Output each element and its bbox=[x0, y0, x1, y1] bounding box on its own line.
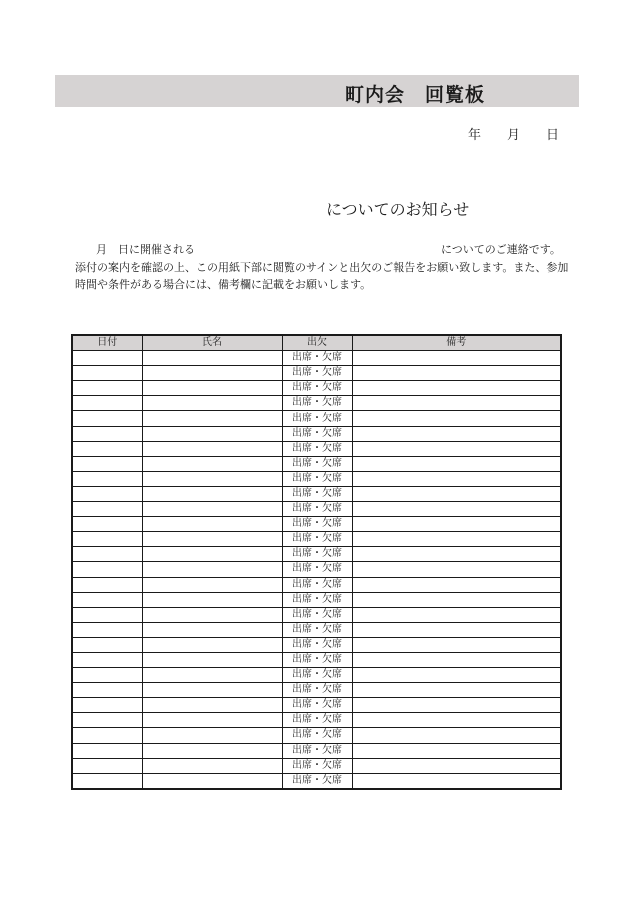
name-cell[interactable] bbox=[142, 728, 282, 743]
remarks-cell[interactable] bbox=[352, 456, 561, 471]
remarks-cell[interactable] bbox=[352, 471, 561, 486]
date-day-label: 日 bbox=[546, 128, 560, 143]
table-row bbox=[72, 622, 561, 637]
attendance-cell[interactable]: 出席・欠席 bbox=[282, 502, 352, 517]
date-cell[interactable] bbox=[72, 577, 142, 592]
attendance-cell[interactable]: 出席・欠席 bbox=[282, 471, 352, 486]
table-header-row bbox=[72, 335, 561, 351]
name-cell[interactable] bbox=[142, 607, 282, 622]
name-cell[interactable] bbox=[142, 411, 282, 426]
date-cell[interactable] bbox=[72, 502, 142, 517]
name-cell[interactable] bbox=[142, 652, 282, 667]
date-cell[interactable] bbox=[72, 381, 142, 396]
attendance-cell[interactable]: 出席・欠席 bbox=[282, 426, 352, 441]
attendance-cell[interactable]: 出席・欠席 bbox=[282, 456, 352, 471]
name-cell[interactable] bbox=[142, 471, 282, 486]
table-row bbox=[72, 607, 561, 622]
date-cell[interactable] bbox=[72, 366, 142, 381]
remarks-cell[interactable] bbox=[352, 441, 561, 456]
date-cell[interactable] bbox=[72, 456, 142, 471]
attendance-cell[interactable]: 出席・欠席 bbox=[282, 441, 352, 456]
table-row bbox=[72, 456, 561, 471]
table-row bbox=[72, 668, 561, 683]
remarks-cell[interactable] bbox=[352, 652, 561, 667]
page-title: 町内会 回覧板 bbox=[345, 84, 486, 106]
date-cell[interactable] bbox=[72, 486, 142, 501]
name-cell[interactable] bbox=[142, 351, 282, 366]
table-row bbox=[72, 773, 561, 789]
remarks-cell[interactable] bbox=[352, 577, 561, 592]
date-cell[interactable] bbox=[72, 411, 142, 426]
date-cell[interactable] bbox=[72, 547, 142, 562]
name-cell[interactable] bbox=[142, 366, 282, 381]
remarks-cell[interactable] bbox=[352, 411, 561, 426]
table-row bbox=[72, 502, 561, 517]
date-cell[interactable] bbox=[72, 728, 142, 743]
attendance-cell[interactable]: 出席・欠席 bbox=[282, 728, 352, 743]
name-cell[interactable] bbox=[142, 562, 282, 577]
table-row bbox=[72, 652, 561, 667]
remarks-cell[interactable] bbox=[352, 728, 561, 743]
attendance-cell[interactable]: 出席・欠席 bbox=[282, 532, 352, 547]
date-cell[interactable] bbox=[72, 396, 142, 411]
name-cell[interactable] bbox=[142, 743, 282, 758]
remarks-cell[interactable] bbox=[352, 607, 561, 622]
remarks-cell[interactable] bbox=[352, 547, 561, 562]
remarks-cell[interactable] bbox=[352, 758, 561, 773]
remarks-cell[interactable] bbox=[352, 351, 561, 366]
date-cell[interactable] bbox=[72, 622, 142, 637]
name-cell[interactable] bbox=[142, 381, 282, 396]
name-cell[interactable] bbox=[142, 577, 282, 592]
table-row bbox=[72, 396, 561, 411]
header-date: 日付 bbox=[72, 335, 142, 351]
name-cell[interactable] bbox=[142, 456, 282, 471]
date-cell[interactable] bbox=[72, 713, 142, 728]
attendance-cell[interactable]: 出席・欠席 bbox=[282, 411, 352, 426]
date-cell[interactable] bbox=[72, 562, 142, 577]
attendance-cell[interactable]: 出席・欠席 bbox=[282, 743, 352, 758]
remarks-cell[interactable] bbox=[352, 773, 561, 789]
remarks-cell[interactable] bbox=[352, 562, 561, 577]
header-attendance: 出欠 bbox=[282, 335, 352, 351]
name-cell[interactable] bbox=[142, 668, 282, 683]
date-cell[interactable] bbox=[72, 426, 142, 441]
name-cell[interactable] bbox=[142, 773, 282, 789]
remarks-cell[interactable] bbox=[352, 713, 561, 728]
attendance-cell[interactable]: 出席・欠席 bbox=[282, 713, 352, 728]
date-cell[interactable] bbox=[72, 517, 142, 532]
remarks-cell[interactable] bbox=[352, 426, 561, 441]
attendance-cell[interactable]: 出席・欠席 bbox=[282, 607, 352, 622]
attendance-cell[interactable]: 出席・欠席 bbox=[282, 486, 352, 501]
attendance-cell[interactable]: 出席・欠席 bbox=[282, 758, 352, 773]
event-month-label: 月 bbox=[96, 243, 107, 256]
notice-subject: についてのお知らせ bbox=[326, 200, 470, 219]
name-cell[interactable] bbox=[142, 547, 282, 562]
table-row bbox=[72, 758, 561, 773]
name-cell[interactable] bbox=[142, 637, 282, 652]
remarks-cell[interactable] bbox=[352, 637, 561, 652]
date-cell[interactable] bbox=[72, 351, 142, 366]
header-name: 氏名 bbox=[142, 335, 282, 351]
table-row bbox=[72, 637, 561, 652]
table-row bbox=[72, 517, 561, 532]
remarks-cell[interactable] bbox=[352, 743, 561, 758]
remarks-cell[interactable] bbox=[352, 592, 561, 607]
remarks-cell[interactable] bbox=[352, 532, 561, 547]
date-cell[interactable] bbox=[72, 668, 142, 683]
attendance-cell[interactable]: 出席・欠席 bbox=[282, 366, 352, 381]
table-row bbox=[72, 562, 561, 577]
date-cell[interactable] bbox=[72, 773, 142, 789]
name-cell[interactable] bbox=[142, 517, 282, 532]
name-cell[interactable] bbox=[142, 683, 282, 698]
name-cell[interactable] bbox=[142, 592, 282, 607]
date-cell[interactable] bbox=[72, 532, 142, 547]
table-row bbox=[72, 577, 561, 592]
attendance-cell[interactable]: 出席・欠席 bbox=[282, 381, 352, 396]
name-cell[interactable] bbox=[142, 502, 282, 517]
date-cell[interactable] bbox=[72, 652, 142, 667]
attendance-cell[interactable]: 出席・欠席 bbox=[282, 652, 352, 667]
date-cell[interactable] bbox=[72, 743, 142, 758]
table-row bbox=[72, 698, 561, 713]
circulation-table bbox=[71, 334, 562, 790]
attendance-cell[interactable]: 出席・欠席 bbox=[282, 773, 352, 789]
date-cell[interactable] bbox=[72, 607, 142, 622]
remarks-cell[interactable] bbox=[352, 622, 561, 637]
date-cell[interactable] bbox=[72, 758, 142, 773]
table-row bbox=[72, 471, 561, 486]
date-cell[interactable] bbox=[72, 592, 142, 607]
attendance-cell[interactable]: 出席・欠席 bbox=[282, 698, 352, 713]
date-cell[interactable] bbox=[72, 471, 142, 486]
attendance-cell[interactable]: 出席・欠席 bbox=[282, 683, 352, 698]
remarks-cell[interactable] bbox=[352, 698, 561, 713]
table-row bbox=[72, 713, 561, 728]
instruction-line-1: 添付の案内を確認の上、この用紙下部に閲覧のサインと出欠のご報告をお願い致します。また、参加 bbox=[75, 261, 569, 274]
remarks-cell[interactable] bbox=[352, 683, 561, 698]
date-cell[interactable] bbox=[72, 637, 142, 652]
remarks-cell[interactable] bbox=[352, 396, 561, 411]
date-year-label: 年 bbox=[468, 128, 482, 143]
header-remarks: 備考 bbox=[352, 335, 561, 351]
attendance-cell[interactable]: 出席・欠席 bbox=[282, 562, 352, 577]
contact-text: についてのご連絡です。 bbox=[441, 243, 561, 256]
date-cell[interactable] bbox=[72, 683, 142, 698]
remarks-cell[interactable] bbox=[352, 502, 561, 517]
remarks-cell[interactable] bbox=[352, 486, 561, 501]
table-row bbox=[72, 532, 561, 547]
attendance-cell[interactable]: 出席・欠席 bbox=[282, 517, 352, 532]
name-cell[interactable] bbox=[142, 698, 282, 713]
table-row bbox=[72, 411, 561, 426]
table-row bbox=[72, 366, 561, 381]
remarks-cell[interactable] bbox=[352, 381, 561, 396]
table-row bbox=[72, 592, 561, 607]
attendance-cell[interactable]: 出席・欠席 bbox=[282, 637, 352, 652]
attendance-cell[interactable]: 出席・欠席 bbox=[282, 622, 352, 637]
instruction-line-2: 時間や条件がある場合には、備考欄に記載をお願いします。 bbox=[75, 278, 372, 291]
name-cell[interactable] bbox=[142, 426, 282, 441]
title-bar bbox=[55, 75, 579, 107]
name-cell[interactable] bbox=[142, 396, 282, 411]
attendance-cell[interactable]: 出席・欠席 bbox=[282, 668, 352, 683]
name-cell[interactable] bbox=[142, 758, 282, 773]
table-row bbox=[72, 351, 561, 366]
attendance-cell[interactable]: 出席・欠席 bbox=[282, 396, 352, 411]
table-row bbox=[72, 728, 561, 743]
attendance-cell[interactable]: 出席・欠席 bbox=[282, 547, 352, 562]
table-row bbox=[72, 743, 561, 758]
table-row bbox=[72, 486, 561, 501]
table-row bbox=[72, 426, 561, 441]
table-row bbox=[72, 441, 561, 456]
name-cell[interactable] bbox=[142, 441, 282, 456]
remarks-cell[interactable] bbox=[352, 517, 561, 532]
table-row bbox=[72, 683, 561, 698]
event-day-text: 日に開催される bbox=[118, 243, 195, 256]
attendance-cell[interactable]: 出席・欠席 bbox=[282, 592, 352, 607]
date-cell[interactable] bbox=[72, 698, 142, 713]
attendance-cell[interactable]: 出席・欠席 bbox=[282, 351, 352, 366]
remarks-cell[interactable] bbox=[352, 366, 561, 381]
name-cell[interactable] bbox=[142, 486, 282, 501]
table-row bbox=[72, 547, 561, 562]
attendance-cell[interactable]: 出席・欠席 bbox=[282, 577, 352, 592]
table-row bbox=[72, 381, 561, 396]
name-cell[interactable] bbox=[142, 622, 282, 637]
date-cell[interactable] bbox=[72, 441, 142, 456]
remarks-cell[interactable] bbox=[352, 668, 561, 683]
name-cell[interactable] bbox=[142, 713, 282, 728]
date-month-label: 月 bbox=[507, 128, 521, 143]
name-cell[interactable] bbox=[142, 532, 282, 547]
